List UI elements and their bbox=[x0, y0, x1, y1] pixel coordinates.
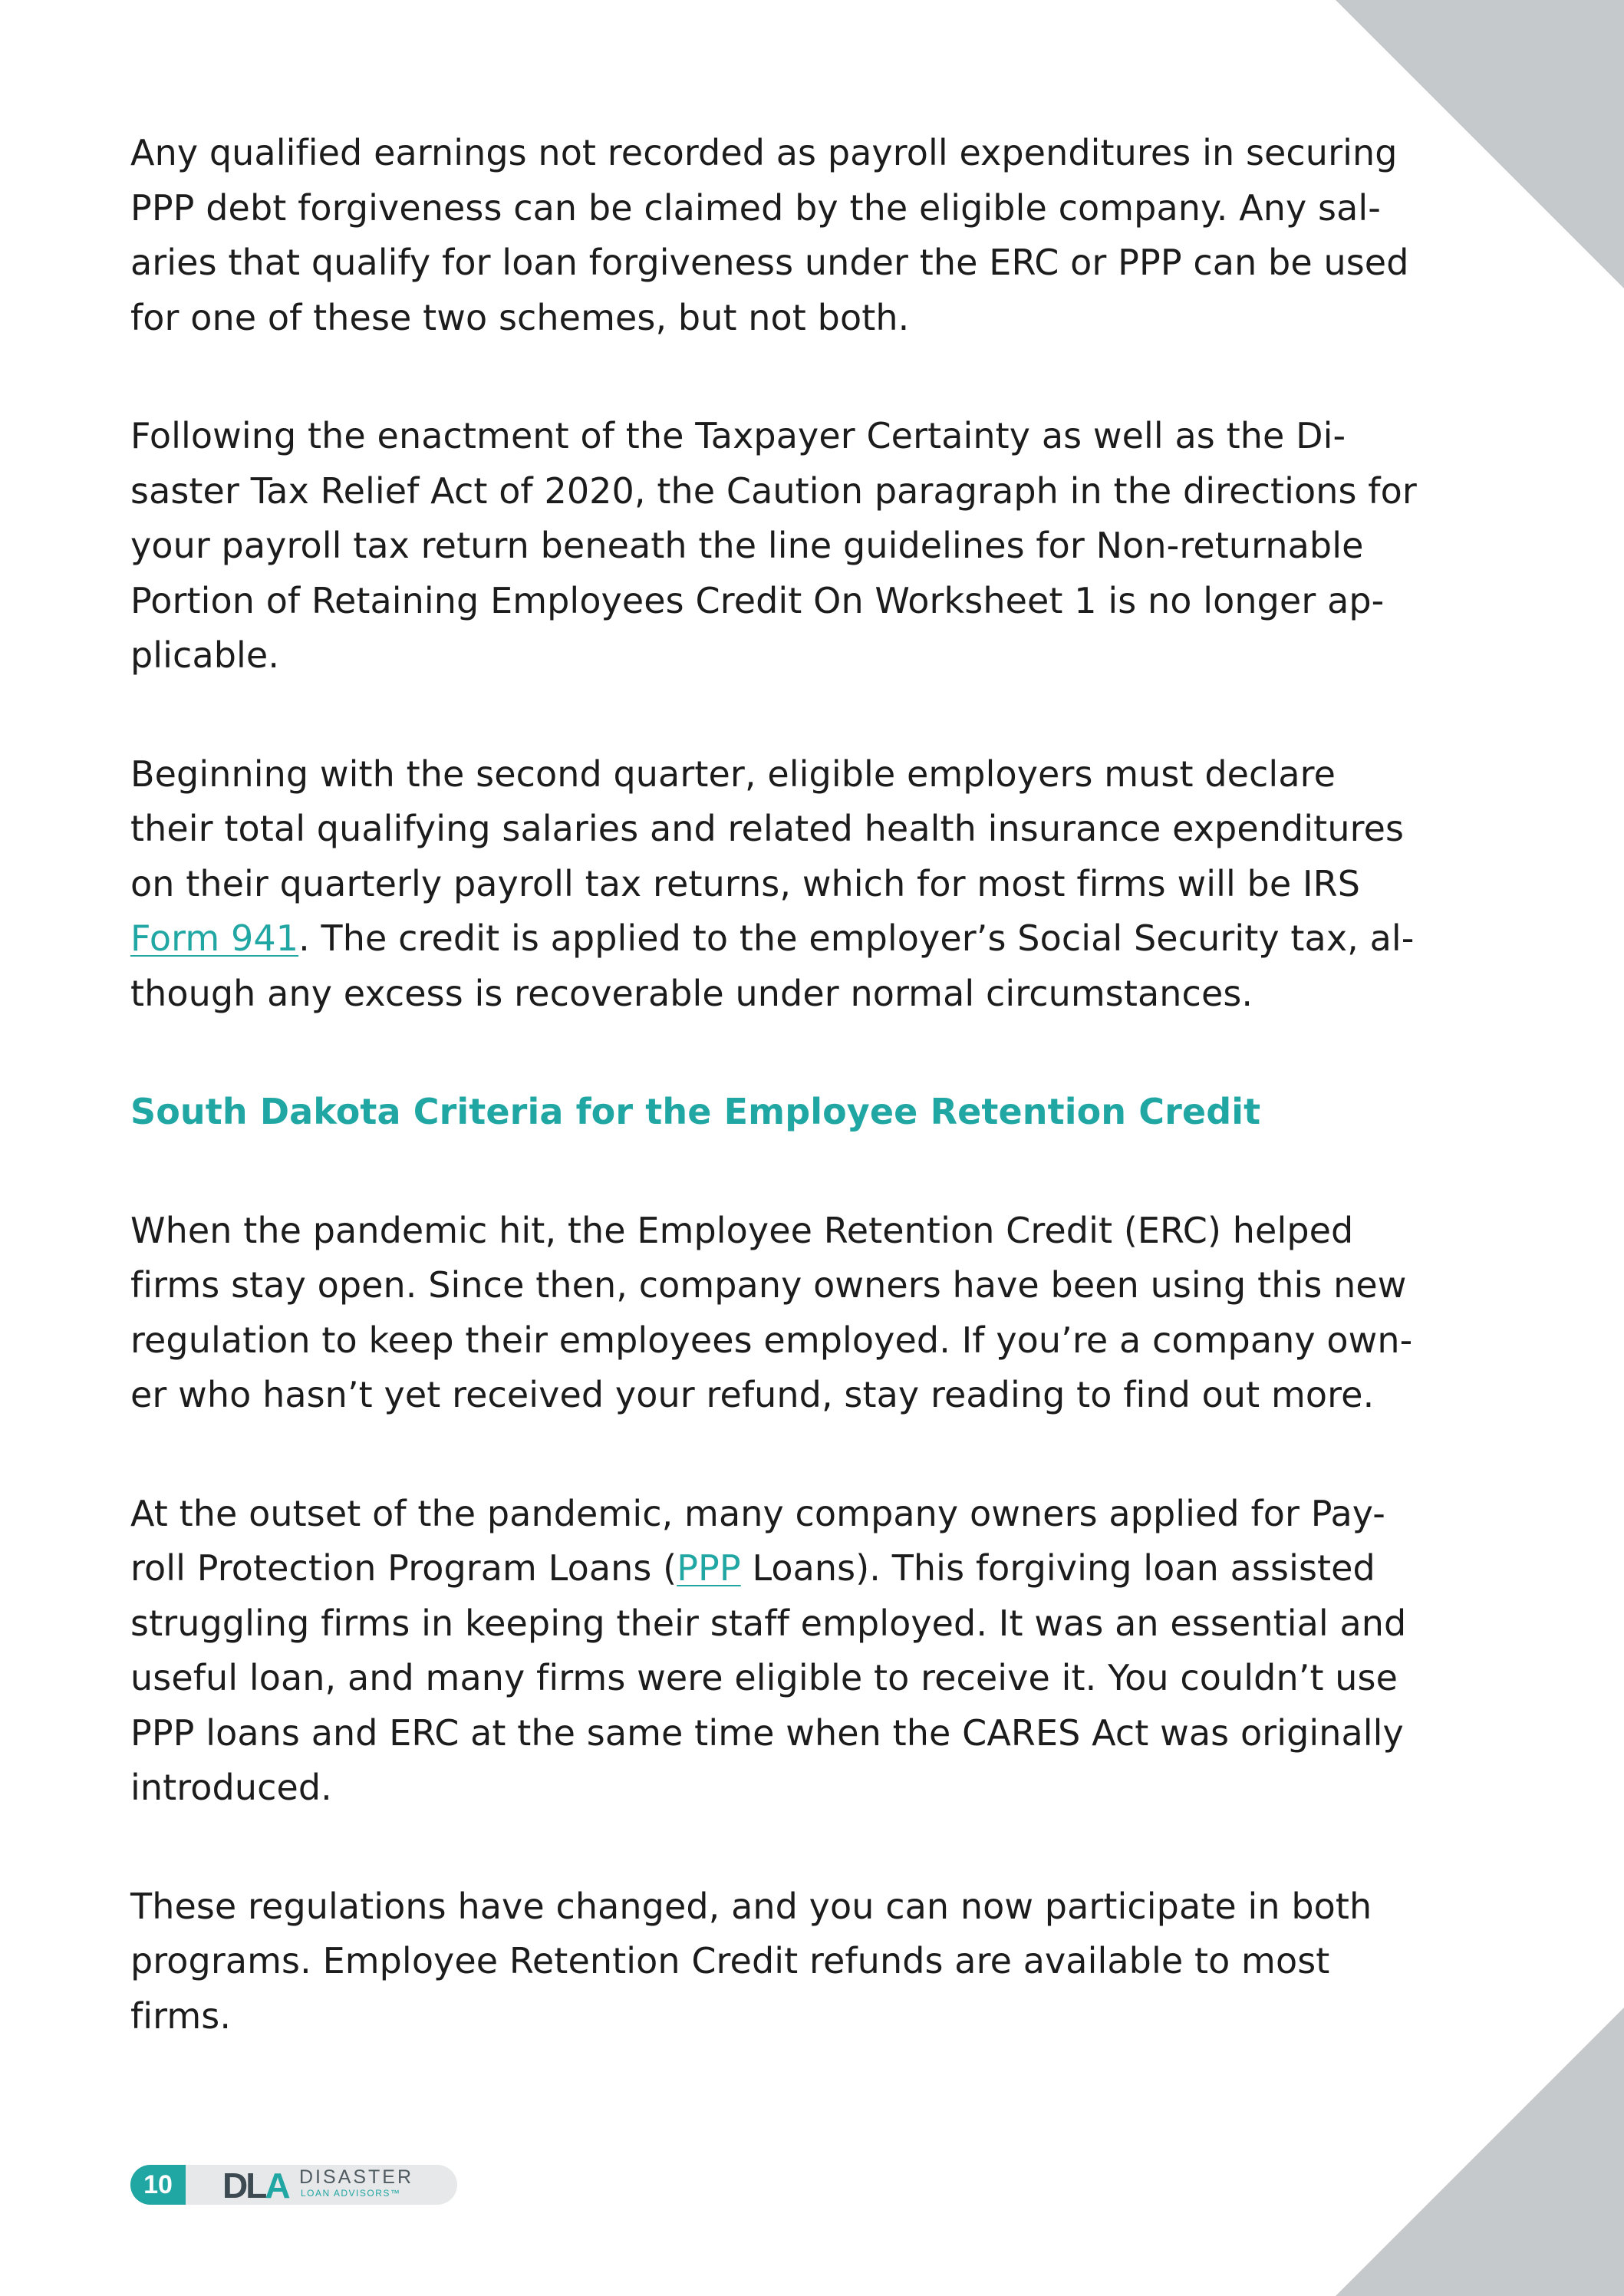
text-line: These regulations have changed, and you can now participate in both bbox=[130, 1885, 1372, 1927]
paragraph-second-quarter bbox=[130, 747, 1492, 1022]
text-line: useful loan, and many firms were eligible to receive it. You couldn’t use bbox=[130, 1657, 1398, 1698]
text-line: struggling firms in keeping their staff employed. It was an essential and bbox=[130, 1602, 1407, 1644]
page-footer bbox=[130, 2165, 457, 2205]
text-line: At the outset of the pandemic, many company owners applied for Pay- bbox=[130, 1492, 1385, 1534]
text-line: firms stay open. Since then, company owners have been using this new bbox=[130, 1264, 1407, 1306]
paragraph-regulations-changed bbox=[130, 1879, 1492, 2044]
text-line: though any excess is recoverable under normal circumstances. bbox=[130, 972, 1253, 1014]
text-line: er who hasn’t yet received your refund, stay reading to find out more. bbox=[130, 1374, 1375, 1415]
text-line: roll Protection Program Loans ( bbox=[130, 1547, 677, 1589]
logo-letter: A bbox=[265, 2166, 288, 2205]
text-line: on their quarterly payroll tax returns, which for most firms will be IRS bbox=[130, 862, 1361, 904]
text-line: saster Tax Relief Act of 2020, the Caution paragraph in the directions for bbox=[130, 469, 1417, 512]
text-line: your payroll tax return beneath the line guidelines for Non-returnable bbox=[130, 525, 1364, 566]
text-line: Portion of Retaining Employees Credit On Worksheet 1 is no longer ap- bbox=[130, 579, 1385, 621]
text-line: firms. bbox=[130, 1995, 232, 2037]
page-content bbox=[130, 126, 1492, 2107]
ppp-link[interactable]: PPP bbox=[677, 1547, 741, 1589]
text-line: plicable. bbox=[130, 634, 280, 676]
logo-wordmark-disaster: DISASTER bbox=[299, 2166, 414, 2188]
text-line: . The credit is applied to the employer’s Social Security tax, al- bbox=[298, 917, 1415, 959]
text-line: introduced. bbox=[130, 1767, 332, 1808]
text-line: When the pandemic hit, the Employee Retention Credit (ERC) helped bbox=[130, 1209, 1354, 1251]
text-line: programs. Employee Retention Credit refunds are available to most bbox=[130, 1940, 1330, 1981]
logo-wordmark-loan-advisors: LOAN ADVISORS™ bbox=[301, 2188, 401, 2199]
text-line: regulation to keep their employees employed. If you’re a company own- bbox=[130, 1319, 1413, 1361]
text-line: PPP loans and ERC at the same time when the CARES Act was originally bbox=[130, 1711, 1404, 1754]
logo-letters: DL bbox=[222, 2166, 265, 2205]
text-line: for one of these two schemes, but not both. bbox=[130, 296, 910, 338]
paragraph-ppp-loans bbox=[130, 1487, 1492, 1816]
text-line: aries that qualify for loan forgiveness under the ERC or PPP can be used bbox=[130, 242, 1409, 283]
paragraph-taxpayer-certainty bbox=[130, 409, 1492, 684]
dla-logo-icon bbox=[222, 2168, 288, 2203]
section-heading: South Dakota Criteria for the Employee Retention Credit bbox=[130, 1091, 1261, 1132]
form-941-link[interactable]: Form 941 bbox=[130, 917, 299, 959]
text-line: PPP debt forgiveness can be claimed by the eligible company. Any sal- bbox=[130, 186, 1381, 229]
text-line: Beginning with the second quarter, eligible employers must declare bbox=[130, 753, 1336, 795]
text-line: Following the enactment of the Taxpayer Certainty as well as the Di- bbox=[130, 415, 1346, 456]
paragraph-pandemic-erc bbox=[130, 1204, 1492, 1423]
text-line: their total qualifying salaries and related health insurance expenditures bbox=[130, 808, 1405, 849]
paragraph-ppp-earnings bbox=[130, 126, 1492, 345]
page-number: 10 bbox=[130, 2165, 186, 2205]
text-line: Loans). This forgiving loan assisted bbox=[740, 1547, 1375, 1589]
text-line: Any qualified earnings not recorded as payroll expenditures in securing bbox=[130, 132, 1398, 173]
